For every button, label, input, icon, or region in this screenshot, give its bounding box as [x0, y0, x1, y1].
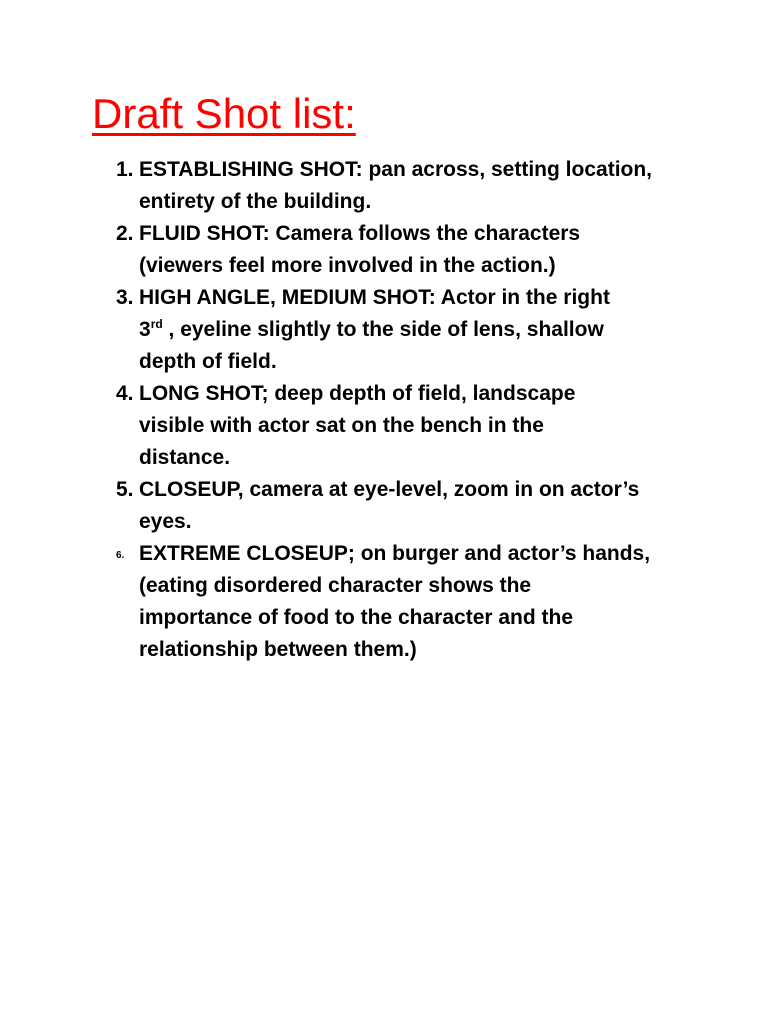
item-text: [139, 282, 692, 378]
list-item-4: [92, 378, 692, 474]
item-number: 1.: [116, 158, 134, 181]
item-number: 3.: [116, 286, 134, 309]
list-item-6: [92, 538, 692, 666]
list-item-5: [92, 474, 692, 538]
item-number: 5.: [116, 478, 134, 501]
page-title: Draft Shot list:: [92, 90, 356, 137]
list-item-3: [92, 282, 692, 378]
list-item-1: [92, 154, 692, 218]
list-item-2: [92, 218, 692, 282]
item-number: 2.: [116, 222, 134, 245]
item-text: LONG SHOT; deep depth of field, landscape visible with actor sat on the bench in the distance.: [139, 382, 576, 469]
item-text: ESTABLISHING SHOT: pan across, setting location, entirety of the building.: [139, 158, 653, 213]
item-text: FLUID SHOT: Camera follows the characters (viewers feel more involved in the action.): [139, 222, 581, 277]
item-text: EXTREME CLOSEUP; on burger and actor’s hands, (eating disordered character shows the importance of food to the character and the relationship between them.): [139, 542, 651, 661]
item-text: CLOSEUP, camera at eye-level, zoom in on actor’s eyes.: [139, 478, 640, 533]
item-text-end: , eyeline slightly to the side of lens, shallow depth of field.: [139, 318, 604, 373]
item-number: 4.: [116, 382, 134, 405]
shot-list: [92, 154, 692, 666]
item-text-start: HIGH ANGLE, MEDIUM SHOT: Actor in the right 3: [139, 286, 610, 341]
superscript-suffix: rd: [150, 317, 163, 331]
item-number: 6.: [116, 550, 125, 561]
